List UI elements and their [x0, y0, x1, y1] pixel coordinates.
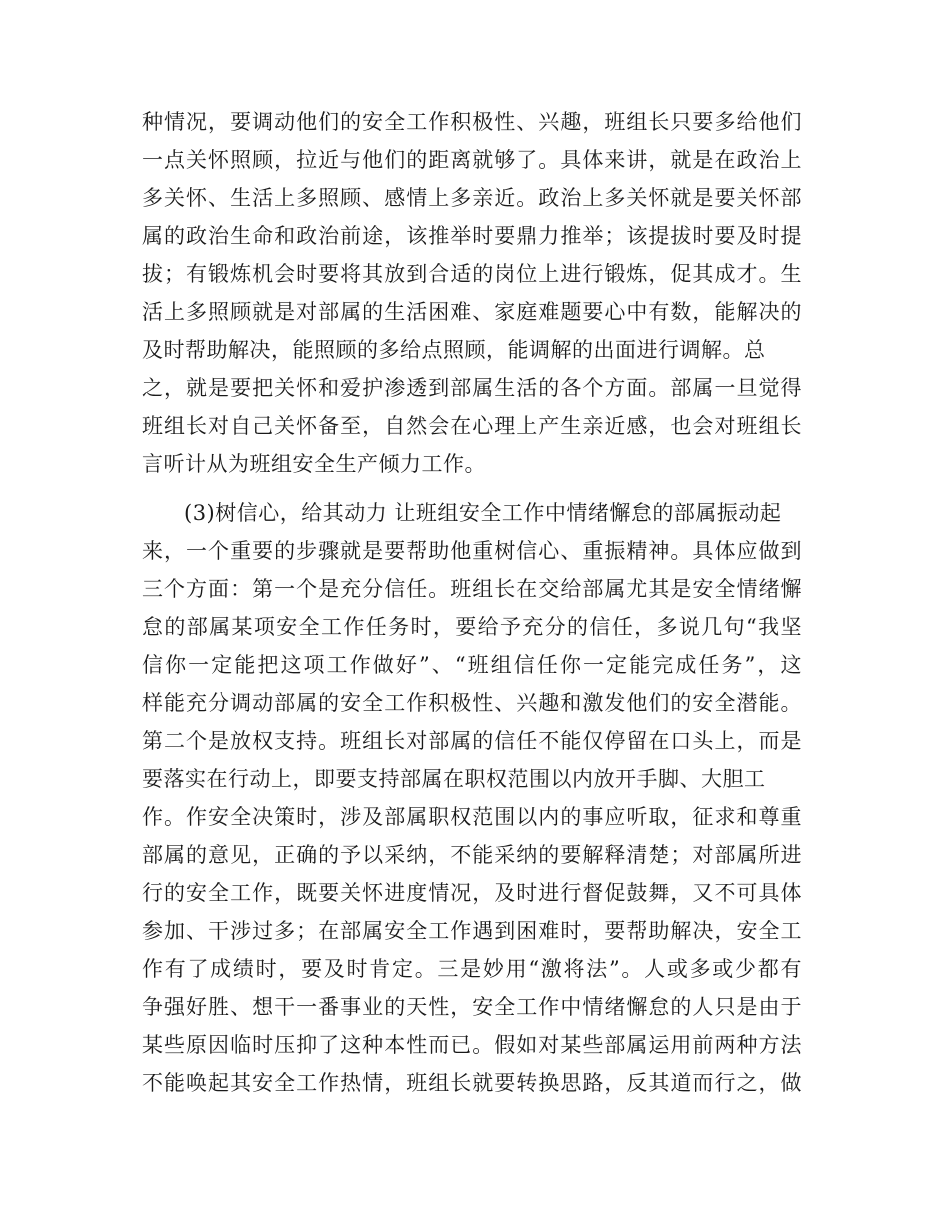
text-line: 三个方面：第一个是充分信任。班组长在交给部属尤其是安全情绪懈 [142, 577, 802, 601]
text-line: 之，就是要把关怀和爱护渗透到部属生活的各个方面。部属一旦觉得 [142, 376, 802, 400]
text-line: 作。作安全决策时，涉及部属职权范围以内的事应听取，征求和尊重 [142, 805, 802, 829]
text-line: 作有了成绩时，要及时肯定。三是妙用“激将法”。人或多或少都有 [142, 957, 802, 981]
text-line: 争强好胜、想干一番事业的天性，安全工作中情绪懈怠的人只是由于 [142, 995, 802, 1019]
text-line: 活上多照顾就是对部属的生活困难、家庭难题要心中有数，能解决的 [142, 300, 802, 324]
text-line: 信你一定能把这项工作做好”、“班组信任你一定能完成任务”，这 [142, 653, 802, 677]
text-line: 来，一个重要的步骤就是要帮助他重树信心、重振精神。具体应做到 [142, 539, 802, 563]
text-line: 第二个是放权支持。班组长对部属的信任不能仅停留在口头上，而是 [142, 729, 802, 753]
text-line: 样能充分调动部属的安全工作积极性、兴趣和激发他们的安全潜能。 [142, 691, 802, 715]
text-line: 部属的意见，正确的予以采纳，不能采纳的要解释清楚；对部属所进 [142, 843, 802, 867]
text-line-indent: (3)树信心，给其动力 让班组安全工作中情绪懈怠的部属振动起 [184, 501, 782, 525]
text-line: 行的安全工作，既要关怀进度情况，及时进行督促鼓舞，又不可具体 [142, 881, 802, 905]
paragraph-1 [142, 103, 802, 483]
text-line: 班组长对自己关怀备至，自然会在心理上产生亲近感，也会对班组长 [142, 414, 802, 438]
text-line: 属的政治生命和政治前途，该推举时要鼎力推举；该提拔时要及时提 [142, 224, 802, 248]
text-line: 拔；有锻炼机会时要将其放到合适的岗位上进行锻炼，促其成才。生 [142, 262, 802, 286]
paragraph-2 [142, 494, 802, 1102]
text-line: 及时帮助解决，能照顾的多给点照顾，能调解的出面进行调解。总 [142, 338, 766, 362]
text-line: 种情况，要调动他们的安全工作积极性、兴趣，班组长只要多给他们 [142, 110, 802, 134]
text-line: 要落实在行动上，即要支持部属在职权范围以内放开手脚、大胆工 [142, 767, 766, 791]
text-line: 某些原因临时压抑了这种本性而已。假如对某些部属运用前两种方法 [142, 1033, 802, 1057]
text-line: 参加、干涉过多；在部属安全工作遇到困难时，要帮助解决，安全工 [142, 919, 802, 943]
text-line: 言听计从为班组安全生产倾力工作。 [142, 452, 486, 476]
text-line: 不能唤起其安全工作热情，班组长就要转换思路，反其道而行之，做 [142, 1071, 802, 1095]
text-line: 一点关怀照顾，拉近与他们的距离就够了。具体来讲，就是在政治上 [142, 148, 802, 172]
text-line: 多关怀、生活上多照顾、感情上多亲近。政治上多关怀就是要关怀部 [142, 186, 802, 210]
text-line: 怠的部属某项安全工作任务时，要给予充分的信任，多说几句“我坚 [142, 615, 802, 639]
